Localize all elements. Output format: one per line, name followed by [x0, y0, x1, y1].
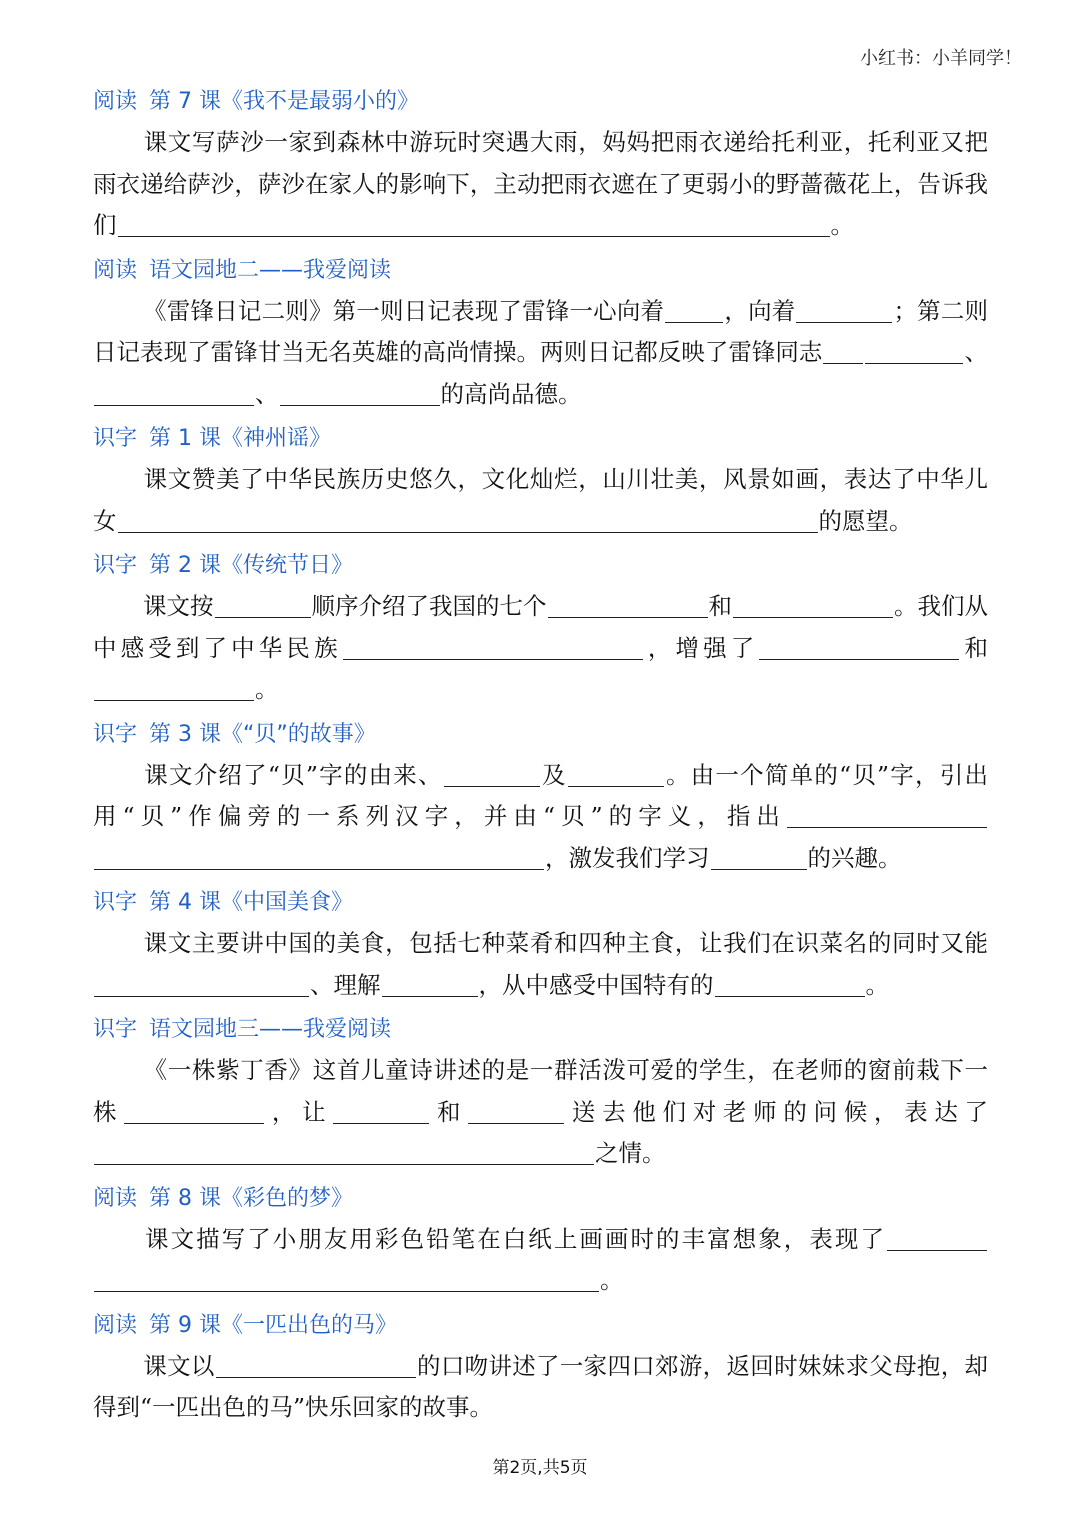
fill-blank[interactable] — [823, 335, 863, 364]
paragraph-text: ；第二则日记表现了雷锋甘当无名英雄的高尚情操。两则日记都反映了雷锋同志 — [93, 296, 989, 366]
paragraph-text: 及 — [540, 760, 567, 789]
section-lesson: 第 3 课《“贝”的故事》 — [149, 721, 376, 747]
fill-blank[interactable] — [444, 758, 540, 787]
section-lesson: 第 2 课《传统节日》 — [149, 553, 353, 578]
fill-blank[interactable] — [124, 1095, 264, 1124]
fill-blank[interactable] — [382, 968, 478, 997]
paragraph-text: 课文描写了小朋友用彩色铅笔在白纸上画画时的丰富想象，表现了 — [143, 1224, 886, 1253]
paragraph-text: 之情。 — [595, 1139, 666, 1167]
paragraph-text: 的高尚品德。 — [440, 379, 582, 408]
paragraph-text: 顺序介绍了我国的七个 — [311, 592, 547, 620]
paragraph-text: 送去他们对老师的问候，表达了 — [565, 1097, 989, 1126]
fill-blank[interactable] — [548, 589, 708, 618]
paragraph-text: 。由一个简单的“贝”字，引出用“贝”作偏旁的一系列汉字，并由“贝”的字义，指出 — [93, 760, 988, 830]
section-lesson: 第 1 课《神州谣》 — [149, 426, 331, 451]
fill-blank[interactable] — [94, 377, 254, 406]
paragraph-text: ，向着 — [724, 296, 796, 325]
section-category: 阅读 — [93, 89, 138, 114]
section-paragraph — [93, 1219, 988, 1302]
paragraph-text: 、 — [255, 379, 279, 408]
paragraph-text: 。 — [255, 675, 279, 703]
section-lesson: 第 9 课《一匹出色的马》 — [149, 1312, 397, 1338]
paragraph-text: 。 — [865, 970, 889, 999]
section-paragraph — [93, 459, 988, 542]
fill-blank[interactable] — [733, 589, 893, 618]
section-lesson: 第 8 课《彩色的梦》 — [149, 1185, 353, 1211]
paragraph-text: 的兴趣。 — [807, 843, 902, 872]
fill-blank[interactable] — [118, 208, 830, 237]
paragraph-text: 课文主要讲中国的美食，包括七种菜肴和四种主食，让我们在识菜名的同时又能 — [143, 929, 988, 957]
paragraph-text: ，激发我们学习 — [545, 843, 710, 872]
section-category: 阅读 — [93, 1185, 138, 1211]
paragraph-text: 课文写萨沙一家到森林中游玩时突遇大雨，妈妈把雨衣递给托利亚，托利亚又把雨衣递给萨沙，萨沙在家人的影响下，主动把雨衣遮在了更弱小的野蔷薇花上，告诉我们 — [93, 128, 988, 239]
section-title — [93, 715, 988, 755]
paragraph-text: ，从中感受中国特有的 — [478, 970, 714, 999]
section-paragraph — [93, 586, 988, 711]
section-lesson: 第 4 课《中国美食》 — [149, 890, 353, 915]
fill-blank[interactable] — [468, 1095, 564, 1124]
paragraph-text: 。我们从中感受到了中华民族 — [93, 592, 988, 662]
paragraph-text: 和 — [960, 633, 989, 662]
section-paragraph — [93, 923, 988, 1006]
watermark: 小红书：小羊同学！ — [860, 48, 1022, 69]
paragraph-text: 。 — [830, 211, 854, 239]
paragraph-text: 《一株紫丁香》这首儿童诗讲述的是一群活泼可爱的学生，在老师的窗前栽下一株 — [93, 1056, 988, 1126]
fill-blank[interactable] — [759, 631, 959, 660]
paragraph-text: ，增强了 — [643, 633, 759, 662]
section-title — [93, 1306, 988, 1346]
paragraph-text: 课文赞美了中华民族历史悠久，文化灿烂，山川壮美，风景如画，表达了中华儿女 — [93, 465, 988, 535]
section-lesson: 语文园地三——我爱阅读 — [149, 1017, 392, 1042]
paragraph-text: 。 — [600, 1266, 624, 1294]
fill-blank[interactable] — [216, 1349, 416, 1378]
section-category: 识字 — [93, 721, 138, 747]
fill-blank[interactable] — [94, 1136, 594, 1165]
fill-blank[interactable] — [215, 589, 311, 618]
fill-blank[interactable] — [280, 377, 440, 406]
section-category: 识字 — [93, 426, 138, 451]
fill-blank[interactable] — [787, 799, 987, 828]
section-paragraph — [93, 122, 988, 247]
fill-blank[interactable] — [711, 841, 807, 870]
paragraph-text: 、理解 — [310, 970, 381, 999]
fill-blank[interactable] — [715, 968, 865, 997]
fill-blank[interactable] — [118, 504, 818, 533]
fill-blank[interactable] — [665, 294, 723, 323]
paragraph-text: 的口吻讲述了一家四口郊游，返回时妹妹求父母抱，却得到“一匹出色的马”快乐回家的故事。 — [93, 1351, 989, 1421]
section-title — [93, 419, 988, 459]
page-footer: 第2页,共5页 — [492, 1458, 588, 1478]
paragraph-text: 课文按 — [143, 592, 214, 620]
section-paragraph — [93, 755, 988, 880]
paragraph-text: 课文介绍了“贝”字的由来、 — [143, 760, 443, 789]
section-title — [93, 82, 988, 122]
paragraph-text: 和 — [708, 592, 732, 620]
section-category: 识字 — [93, 553, 138, 578]
fill-blank[interactable] — [94, 672, 254, 701]
fill-blank[interactable] — [94, 1263, 599, 1292]
fill-blank[interactable] — [865, 335, 963, 364]
fill-blank[interactable] — [94, 841, 544, 870]
content — [93, 82, 988, 1433]
section-title — [93, 883, 988, 923]
section-category: 阅读 — [93, 257, 138, 283]
section-paragraph — [93, 291, 988, 416]
section-category: 识字 — [93, 1017, 138, 1042]
section-category: 阅读 — [93, 1312, 138, 1338]
paragraph-text: 《雷锋日记二则》第一则日记表现了雷锋一心向着 — [143, 296, 665, 325]
paragraph-text: 课文以 — [143, 1351, 215, 1380]
section-lesson: 第 7 课《我不是最弱小的》 — [149, 89, 419, 114]
fill-blank[interactable] — [333, 1095, 429, 1124]
section-title — [93, 1179, 988, 1219]
fill-blank[interactable] — [94, 968, 309, 997]
paragraph-text: 、 — [964, 338, 988, 366]
section-paragraph — [93, 1050, 988, 1175]
section-title — [93, 1010, 988, 1050]
section-category: 识字 — [93, 890, 138, 915]
section-title — [93, 251, 988, 291]
section-lesson: 语文园地二——我爱阅读 — [149, 257, 392, 283]
fill-blank[interactable] — [796, 294, 892, 323]
paragraph-text: 的愿望。 — [818, 506, 913, 535]
section-paragraph — [93, 1346, 988, 1429]
fill-blank[interactable] — [343, 631, 643, 660]
section-title — [93, 546, 988, 586]
paragraph-text: 和 — [430, 1097, 468, 1126]
fill-blank[interactable] — [887, 1222, 987, 1251]
fill-blank[interactable] — [568, 758, 664, 787]
paragraph-text: ，让 — [265, 1097, 333, 1126]
